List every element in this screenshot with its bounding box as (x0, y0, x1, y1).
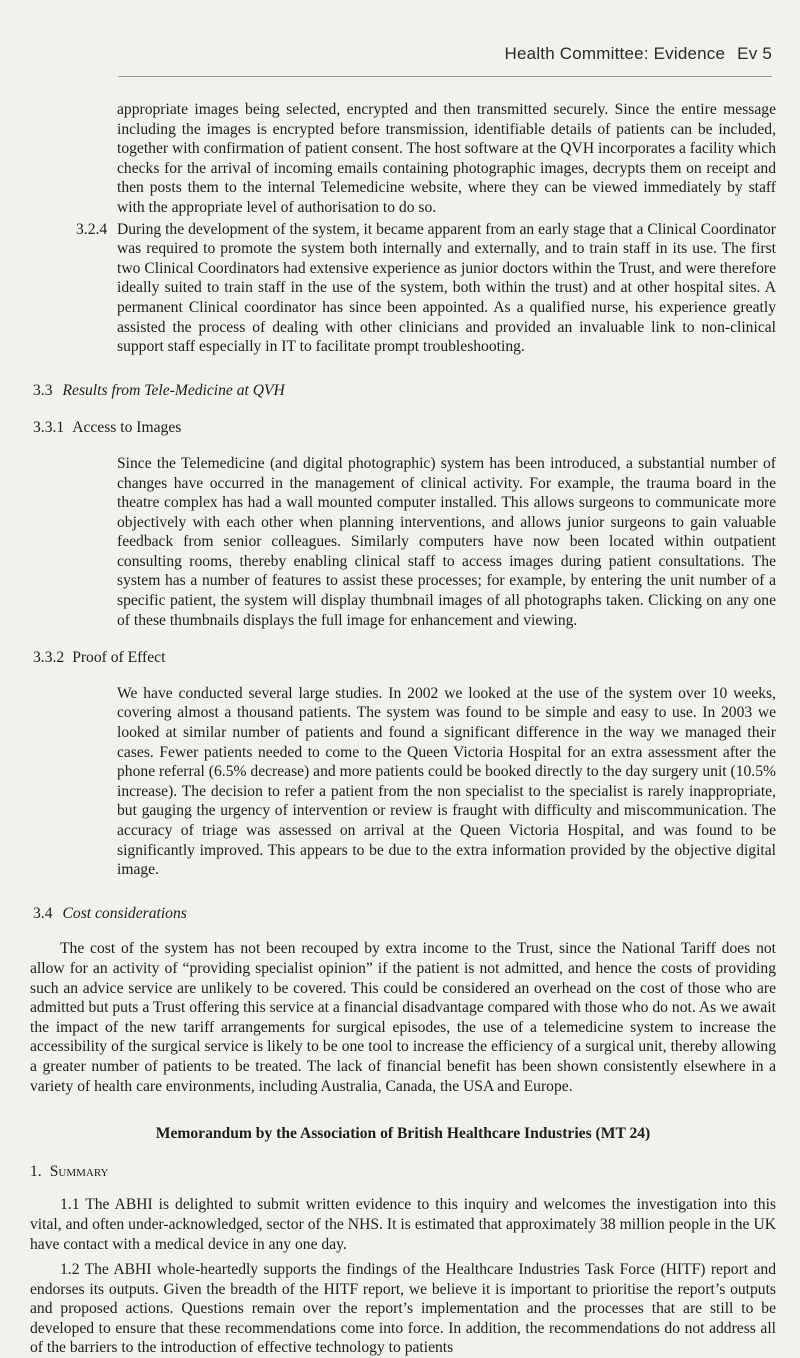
page-number: Ev 5 (737, 44, 772, 63)
section-3-3-1-text: Since the Telemedicine (and digital photographic) system has been introduced, a substantial number of changes have occurred in the management of clinical activity. For example, the trauma board in the theatre complex has had a wall mounted computer installed. This allows surgeons to communicate more objectively with each other when planning interventions, and allows junior surgeons to gain valuable feedback from senior colleagues. Similarly computers have now been located within outpatient consulting rooms, thereby enabling clinical staff to access images during patient consultations. The system has a number of features to assist these processes; for example, by entering the unit number of a specific patient, the system will display thumbnail images of all photographs taken. Clicking on any one of these thumbnails displays the full image for enhancement and viewing. (117, 454, 776, 629)
heading-number: 3.3 (33, 381, 53, 399)
heading-3-3 (30, 381, 776, 401)
running-header (505, 44, 772, 64)
heading-number: 3.3.1 (33, 419, 65, 437)
section-3-3-2-text: We have conducted several large studies. In 2002 we looked at the use of the system over 10 weeks, covering almost a thousand patients. The system was found to be simple and easy to use. In 2003 we looked at similar number of patients and found a significant difference in the way we managed their cases. Fewer patients needed to come to the Queen Victoria Hospital for an extra assessment after the phone referral (6.5% decrease) and more patients could be booked directly to the day surgery unit (10.5% increase). The decision to refer a patient from the non specialist to the specialist is rarely inappropriate, but gauging the urgency of intervention or review is fraught with difficulty and miscommunication. The accuracy of triage was assessed on arrival at the Queen Victoria Hospital, and was found to be significantly improved. This appears to be due to the extra information provided by the objective digital image. (117, 684, 776, 879)
section-3-2-4 (30, 220, 776, 357)
paragraph-continued: appropriate images being selected, encrypted and then transmitted securely. Since the entire message including the images is encrypted before transmission, identifiable details of patients can be included, together with confirmation of patient consent. The host software at the QVH incorporates a facility which checks for the arrival of incoming emails containing photographic images, decrypts them on receipt and then posts them to the internal Telemedicine website, where they can be viewed immediately by staff with the appropriate level of authorisation to do so. (117, 101, 776, 216)
section-3-2-4-text: During the development of the system, it became apparent from an early stage that a Clinical Coordinator was required to promote the system both internally and externally, and to train staff in its use. The first two Clinical Coordinators had extensive experience as junior doctors within the Trust, and were therefore ideally suited to train staff in the use of the system, both within the trust) and at other hospital sites. A permanent Clinical coordinator has since been appointed. As a qualified nurse, his experience greatly assisted the process of dealing with other clinicians and provided an invaluable link to non-clinical support staff especially in IT to facilitate prompt troubleshooting. (117, 220, 776, 356)
memorandum-title: Memorandum by the Association of British Healthcare Industries (MT 24) (155, 1125, 651, 1143)
heading-3-3-2 (33, 648, 776, 668)
paragraph-1-1: 1.1 The ABHI is delighted to submit written evidence to this inquiry and welcomes the investigation into this vital, and often under-acknowledged, sector of the NHS. It is estimated that approximately 38 million people in the UK have contact with a medical device in any one day. (30, 1196, 776, 1253)
summary-number: 1. (30, 1162, 42, 1180)
paragraph-1-2: 1.2 The ABHI whole-heartedly supports the findings of the Healthcare Industries Task Force (HITF) report and endorses its outputs. Given the breadth of the HITF report, we believe it is important to prioritise the report’s outputs and proposed actions. Questions remain over the report’s implementation and the processes that are still to be developed to ensure that these recommendations come into force. In addition, the recommendations do not address all of the barriers to the introduction of effective technology to patients (30, 1261, 776, 1357)
summary-heading (30, 1162, 776, 1182)
summary-title: Summary (49, 1162, 109, 1180)
section-3-4-text: The cost of the system has not been recouped by extra income to the Trust, since the National Tariff does not allow for an activity of “providing specialist opinion” if the patient is not admitted, and hence the costs of providing such an advice service are unlikely to be covered. This could be considered an overhead on the cost of those who are admitted but puts a Trust offering this service at a financial disadvantage compared with those who do not. As we await the impact of the new tariff arrangements for surgical episodes, the use of a telemedicine system to increase the accessibility of the surgical service is likely to be one tool to increase the efficiency of a surgical unit, thereby allowing a greater number of patients to be treated. The lack of financial benefit has been shown consistently elsewhere in a variety of health care environments, including Australia, Canada, the USA and Europe. (30, 940, 776, 1095)
heading-title: Proof of Effect (72, 649, 166, 667)
header-rule (118, 76, 772, 77)
header-title: Health Committee: Evidence (504, 44, 726, 63)
heading-title: Access to Images (72, 419, 182, 437)
document-body (30, 100, 776, 1358)
heading-title: Cost considerations (62, 904, 187, 922)
heading-title: Results from Tele-Medicine at QVH (62, 381, 285, 399)
heading-number: 3.4 (33, 904, 53, 922)
section-number: 3.2.4 (76, 220, 108, 238)
heading-3-4 (30, 904, 776, 924)
heading-number: 3.3.2 (33, 649, 65, 667)
heading-3-3-1 (33, 418, 776, 438)
